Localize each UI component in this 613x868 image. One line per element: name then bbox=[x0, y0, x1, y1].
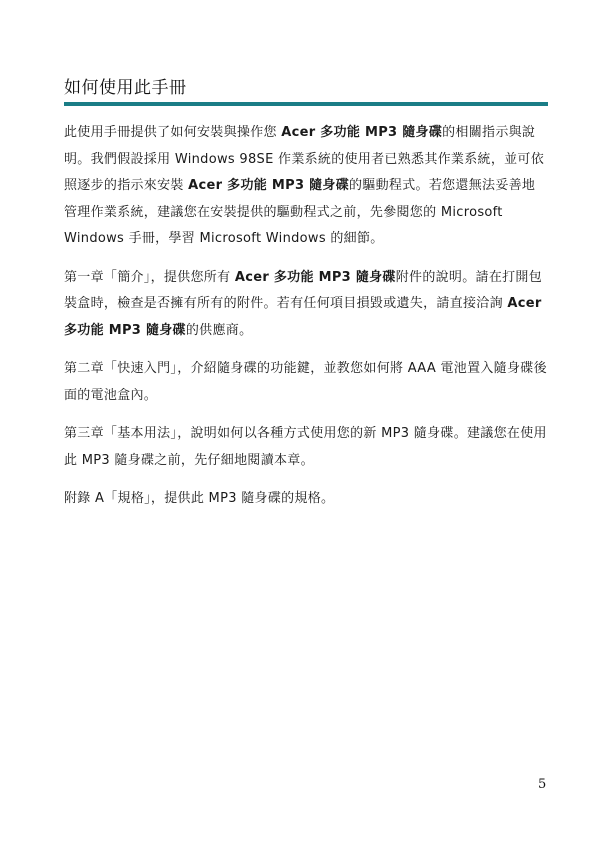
text-segment: 的供應商。 bbox=[185, 322, 253, 338]
paragraph-chapter-2 bbox=[64, 356, 548, 409]
text-segment: 此使用手冊提供了如何安裝與操作您 bbox=[64, 125, 282, 140]
text-segment: 的驅動程式。若您還無法妥善地管理作業系統，建議您在安裝提供的驅動程式之前，先參閱您的 Microsoft Windows 手冊，學習 Microsoft Windows 的細節。 bbox=[64, 178, 536, 246]
paragraph-intro bbox=[64, 120, 548, 253]
paragraph-chapter-3 bbox=[64, 421, 548, 474]
product-name: Acer 多功能 MP3 隨身碟 bbox=[188, 178, 350, 193]
text-segment: 第三章「基本用法」，說明如何以各種方式使用您的新 MP3 隨身碟。建議您在使用此 MP3 隨身碟之前，先仔細地閱讀本章。 bbox=[64, 426, 547, 468]
paragraph-appendix-a bbox=[64, 486, 548, 513]
product-name: Acer 多功能 MP3 隨身碟 bbox=[234, 269, 396, 285]
paragraph-chapter-1 bbox=[64, 265, 548, 345]
page-number: 5 bbox=[538, 777, 547, 792]
heading-rule bbox=[64, 102, 548, 106]
text-segment: 附件的說明。請在打開包裝盒時，檢查是否擁有所有的附件。若有任何項目損毀或遺失，請直接洽詢 bbox=[64, 269, 543, 311]
text-segment: 的相關指示與說明。我們假設採用 Windows 98SE 作業系統的使用者已熟悉其作業系統，並可依照逐步的指示來安裝 bbox=[64, 125, 545, 193]
text-segment: 附錄 A「規格」，提供此 MP3 隨身碟的規格。 bbox=[64, 491, 335, 506]
text-segment: 第一章「簡介」，提供您所有 bbox=[64, 269, 235, 285]
section-heading: 如何使用此手冊 bbox=[64, 78, 187, 98]
body-text bbox=[64, 120, 548, 525]
product-name: Acer 多功能 MP3 隨身碟 bbox=[281, 125, 443, 140]
text-segment: 第二章「快速入門」，介紹隨身碟的功能鍵，並教您如何將 AAA 電池置入隨身碟後面的電池盒內。 bbox=[64, 361, 547, 403]
product-name: Acer 多功能 MP3 隨身碟 bbox=[64, 296, 542, 338]
